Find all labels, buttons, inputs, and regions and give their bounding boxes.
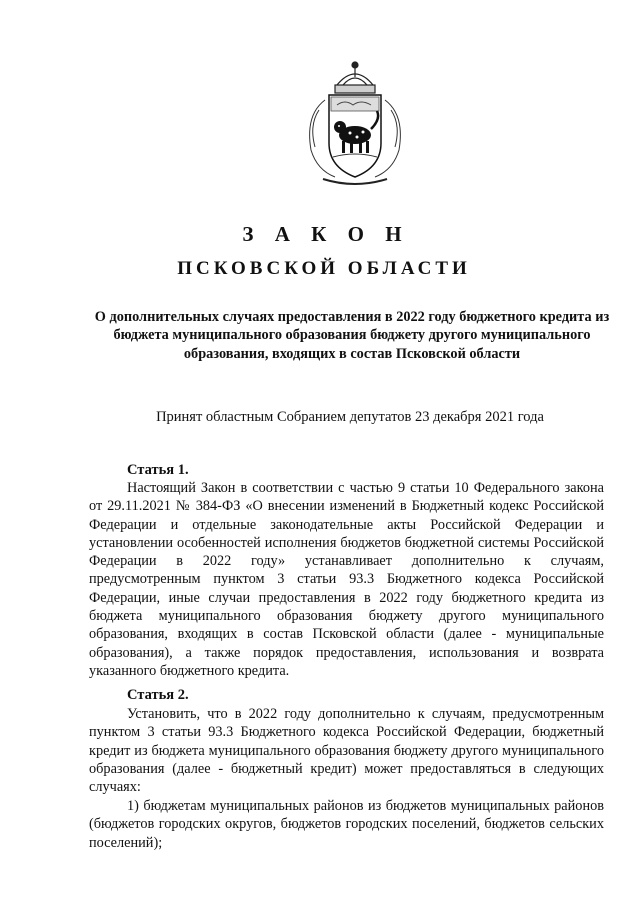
law-title: З А К О Н [242, 222, 410, 246]
article-1-text: Настоящий Закон в соответствии с частью 9 статьи 10 Федерального закона от 29.11.2021 № 384-ФЗ «О внесении изменений в Бюджетный кодекс Российской Федерации и отдельные законодательные акты Российской Федерации и установлении особенностей исполнения бюджетов бюджетной системы Российской Федерации в 2022 году» устанавливает дополнительно к случаям, предусмотренным пунктом 3 статьи 93.3 Бюджетного кодекса Российской Федерации, иные случаи предоставления в 2022 году бюджетного кредита из бюджета муниципального образования бюджету другого муниципального образования, входящих в состав Псковской области (далее - муниципальные образования), а также порядок предоставления, использования и возврата указанного бюджетного кредита. [89, 480, 604, 679]
article-1-title: Статья 1. [127, 462, 189, 478]
article-2-title: Статья 2. [127, 687, 189, 703]
law-heading: О дополнительных случаях предоставления в 2022 году бюджетного кредита из бюджета муниципального образования бюджету другого муниципального образования, входящих в состав Псковской области [94, 309, 610, 362]
adoption-note: Принят областным Собранием депутатов 23 декабря 2021 года [156, 409, 544, 425]
article-2-item-1: 1) бюджетам муниципальных районов из бюджетов муниципальных районов (бюджетов городских округов, бюджетов городских поселений, бюджетов сельских поселений); [89, 798, 604, 851]
region-title: ПСКОВСКОЙ ОБЛАСТИ [177, 258, 471, 279]
coat-of-arms-emblem [295, 55, 415, 195]
article-2-text: Установить, что в 2022 году дополнительно к случаям, предусмотренным пунктом 3 статьи 93.3 Бюджетного кодекса Российской Федерации, бюджетный кредит из бюджета муниципального образования бюджету другого муниципального образования (далее - бюджетный кредит) может предоставляться в следующих случаях: [89, 706, 604, 796]
